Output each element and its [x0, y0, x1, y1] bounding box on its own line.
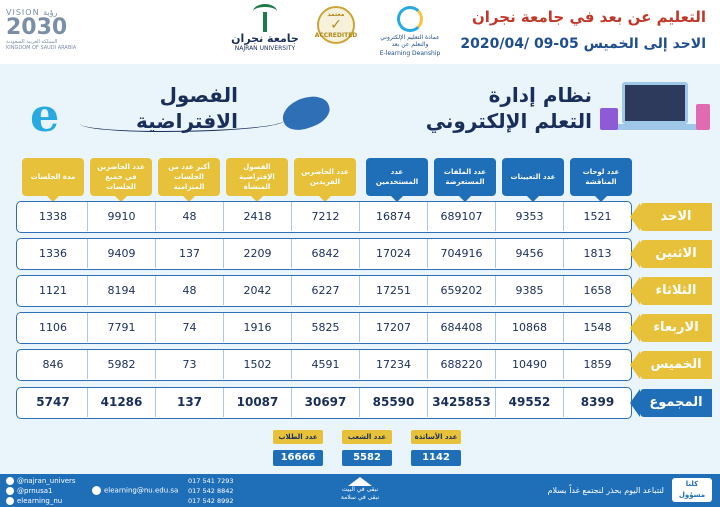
table-cell: 17024 — [359, 239, 427, 268]
table-cell: 74 — [155, 313, 223, 342]
table-cell: 704916 — [427, 239, 495, 268]
instagram-icon — [6, 487, 14, 495]
stat-students — [273, 430, 323, 466]
stat-label: عدد الأساتذة — [411, 430, 461, 444]
table-cell: 48 — [155, 202, 223, 231]
email-icon — [92, 486, 101, 495]
table-row — [16, 201, 632, 233]
phone-number: 017 542 8992 — [188, 497, 234, 505]
row-label-sunday: الاحد — [640, 203, 712, 231]
youtube-icon — [6, 497, 14, 505]
table-row — [16, 349, 632, 381]
stat-label: عدد الطلاب — [273, 430, 323, 444]
vision-2030-logo — [6, 8, 96, 58]
laptop-illustration-icon — [600, 78, 710, 140]
email-link[interactable]: elearning@nu.edu.sa — [104, 486, 179, 495]
table-cell: 17251 — [359, 276, 427, 305]
table-cell: 1338 — [39, 210, 67, 223]
table-cell: 846 — [42, 358, 64, 371]
total-cell: 85590 — [359, 388, 427, 417]
stay-home-text: نبقى في البيت — [341, 486, 379, 493]
footer-bar — [0, 474, 720, 507]
stat-value: 5582 — [342, 450, 392, 466]
table-cell: 9910 — [87, 202, 155, 231]
table-cell: 5825 — [291, 313, 359, 342]
vision-year: 2030 — [6, 15, 68, 40]
table-cell: 1521 — [563, 202, 631, 231]
table-cell: 1916 — [223, 313, 291, 342]
vision-country-en: KINGDOM OF SAUDI ARABIA — [6, 45, 77, 51]
total-cell: 10087 — [223, 388, 291, 417]
stay-home-logo — [320, 475, 400, 505]
university-name-en: NAJRAN UNIVERSITY — [234, 45, 296, 52]
col-header-discussion-boards: عدد لوحات المناقشة — [570, 158, 632, 196]
table-cell: 10868 — [495, 313, 563, 342]
table-cell: 6842 — [291, 239, 359, 268]
table-cell: 9456 — [495, 239, 563, 268]
twitter-icon — [6, 477, 14, 485]
table-cell: 684408 — [427, 313, 495, 342]
row-label-thursday: الخميس — [640, 351, 712, 379]
table-row — [16, 312, 632, 344]
total-cell: 41286 — [87, 388, 155, 417]
accredited-badge-icon — [314, 6, 358, 44]
stat-faculty — [411, 430, 461, 466]
table-cell: 137 — [155, 239, 223, 268]
table-cell: 1106 — [39, 321, 67, 334]
col-header-users: عدد المستخدمين — [366, 158, 428, 196]
deanship-name-en: E-learning Deanship — [379, 50, 441, 57]
col-header-max-concurrent: أكبر عدد من الجلسات المتزامنة — [158, 158, 220, 196]
phone-number: 017 541 7293 — [188, 477, 234, 485]
stat-value: 1142 — [411, 450, 461, 466]
table-cell: 5982 — [87, 350, 155, 379]
social-instagram[interactable]: @prnusa1 — [17, 487, 53, 495]
table-cell: 17207 — [359, 313, 427, 342]
table-cell: 1813 — [563, 239, 631, 268]
phone-numbers — [188, 476, 234, 506]
table-cell: 4591 — [291, 350, 359, 379]
table-cell: 6227 — [291, 276, 359, 305]
virtual-classes-title: الفصول الافتراضية — [136, 83, 238, 133]
row-label-tuesday: الثلاثاء — [640, 277, 712, 305]
table-cell: 9353 — [495, 202, 563, 231]
stat-value: 16666 — [273, 450, 323, 466]
social-twitter[interactable]: @najran_univers — [17, 477, 76, 485]
najran-university-logo — [230, 4, 300, 62]
total-cell: 30697 — [291, 388, 359, 417]
table-cell: 688220 — [427, 350, 495, 379]
table-cell: 73 — [155, 350, 223, 379]
phone-number: 017 542 8842 — [188, 487, 234, 495]
table-cell: 7212 — [291, 202, 359, 231]
stat-sections — [342, 430, 392, 466]
total-cell: 3425853 — [427, 388, 495, 417]
responsibility-badge: كلنا مسؤول — [672, 478, 712, 502]
table-cell: 1336 — [39, 247, 67, 260]
table-cell: 8194 — [87, 276, 155, 305]
header-bar — [0, 0, 720, 64]
mouse-icon — [278, 91, 333, 136]
col-header-unique-attendees: عدد الحاضرين الفريدين — [294, 158, 356, 196]
table-cell: 17234 — [359, 350, 427, 379]
table-cell: 1859 — [563, 350, 631, 379]
table-cell: 9385 — [495, 276, 563, 305]
row-label-total: المجموع — [640, 389, 712, 417]
elearning-deanship-logo — [375, 6, 445, 60]
elearning-mark-icon — [397, 6, 423, 32]
table-cell: 689107 — [427, 202, 495, 231]
table-cell: 659202 — [427, 276, 495, 305]
col-header-session-duration: مدة الجلسات — [22, 158, 84, 196]
table-cell: 48 — [155, 276, 223, 305]
table-row — [16, 275, 632, 307]
deanship-name: عمادة التعليم الإلكتروني والتعلم عن بعد — [380, 34, 440, 48]
table-row — [16, 238, 632, 270]
table-cell: 1121 — [39, 284, 67, 297]
vision-word: VISION رؤية — [6, 8, 58, 17]
social-youtube[interactable]: elearning_nu — [17, 497, 63, 505]
social-links — [6, 476, 76, 506]
palm-icon — [250, 4, 280, 32]
date-range: الاحد إلى الخميس 05-09 /2020/04 — [460, 36, 706, 52]
footer-slogan: لنتباعد اليوم بحذر لنجتمع غداً بسلام — [547, 486, 664, 495]
col-header-virtual-classes: الفصول الإفتراضية المنشأة — [226, 158, 288, 196]
page-title: التعليم عن بعد في جامعة نجران — [471, 8, 706, 26]
house-icon — [348, 477, 372, 486]
university-name-ar: جامعة نجران — [231, 32, 299, 45]
table-row-total — [16, 387, 632, 419]
total-cell: 137 — [155, 388, 223, 417]
total-cell: 8399 — [563, 388, 631, 417]
check-icon: ✓ — [330, 17, 342, 33]
email-contact — [92, 486, 178, 495]
accredited-ar: معتمد — [327, 11, 345, 18]
col-header-assignments: عدد التعيينات — [502, 158, 564, 196]
table-cell: 1658 — [563, 276, 631, 305]
table-cell: 2042 — [223, 276, 291, 305]
table-cell: 9409 — [87, 239, 155, 268]
table-cell: 2209 — [223, 239, 291, 268]
accredited-en: ACCREDITED — [314, 32, 358, 39]
table-cell: 7791 — [87, 313, 155, 342]
stay-safe-text: نبقى في سلامة — [340, 494, 380, 501]
table-cell: 16874 — [359, 202, 427, 231]
vision-country: المملكة العربية السعودية — [6, 39, 58, 45]
e-letter-icon: e — [30, 88, 60, 142]
col-header-files-viewed: عدد الملفات المستعرضة — [434, 158, 496, 196]
table-cell: 1548 — [563, 313, 631, 342]
table-cell: 10490 — [495, 350, 563, 379]
accredited-seal — [310, 6, 362, 60]
row-label-monday: الاثنين — [640, 240, 712, 268]
table-cell: 1502 — [223, 350, 291, 379]
lms-title: نظام إدارة التعلم الإلكتروني — [425, 83, 592, 133]
row-label-wednesday: الاربعاء — [640, 314, 712, 342]
col-header-total-attendees: عدد الحاضرين في جميع الجلسات — [90, 158, 152, 196]
stat-label: عدد الشعب — [342, 430, 392, 444]
total-cell: 5747 — [36, 395, 70, 409]
total-cell: 49552 — [495, 388, 563, 417]
table-cell: 2418 — [223, 202, 291, 231]
